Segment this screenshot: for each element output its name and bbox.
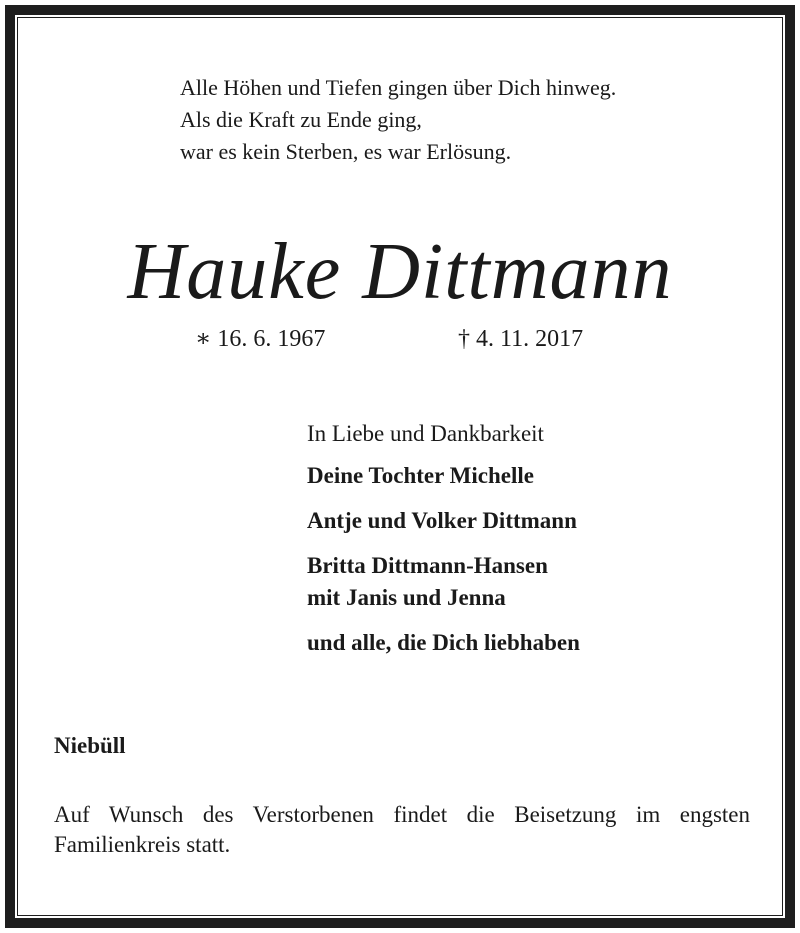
- poem-line: Als die Kraft zu Ende ging,: [180, 107, 422, 132]
- mourner-name: Antje und Volker Dittmann: [307, 508, 577, 533]
- birth-date: ∗ 16. 6. 1967: [195, 326, 326, 352]
- mourner-entry: [307, 627, 580, 659]
- mourners-intro: In Liebe und Dankbarkeit: [307, 421, 544, 446]
- mourner-entry: [307, 505, 580, 537]
- poem-line: Alle Höhen und Tiefen gingen über Dich hinweg.: [180, 75, 617, 100]
- mourner-entry: [307, 550, 580, 614]
- deceased-name: Hauke Dittmann: [127, 228, 673, 316]
- mourner-name-continued: mit Janis und Jenna: [307, 585, 506, 610]
- mourner-entry: [307, 460, 580, 492]
- place-name: Niebüll: [54, 733, 126, 758]
- mourner-name: Britta Dittmann-Hansen: [307, 553, 548, 578]
- mourner-name: und alle, die Dich liebhaben: [307, 630, 580, 655]
- poem-line: war es kein Sterben, es war Erlösung.: [180, 139, 512, 164]
- death-date: † 4. 11. 2017: [458, 326, 584, 352]
- poem: [180, 72, 616, 168]
- mourner-name: Deine Tochter Michelle: [307, 463, 534, 488]
- mourners-list: [307, 418, 580, 672]
- funeral-note: Auf Wunsch des Verstorbenen findet die Beisetzung im engsten Familienkreis statt.: [54, 802, 750, 857]
